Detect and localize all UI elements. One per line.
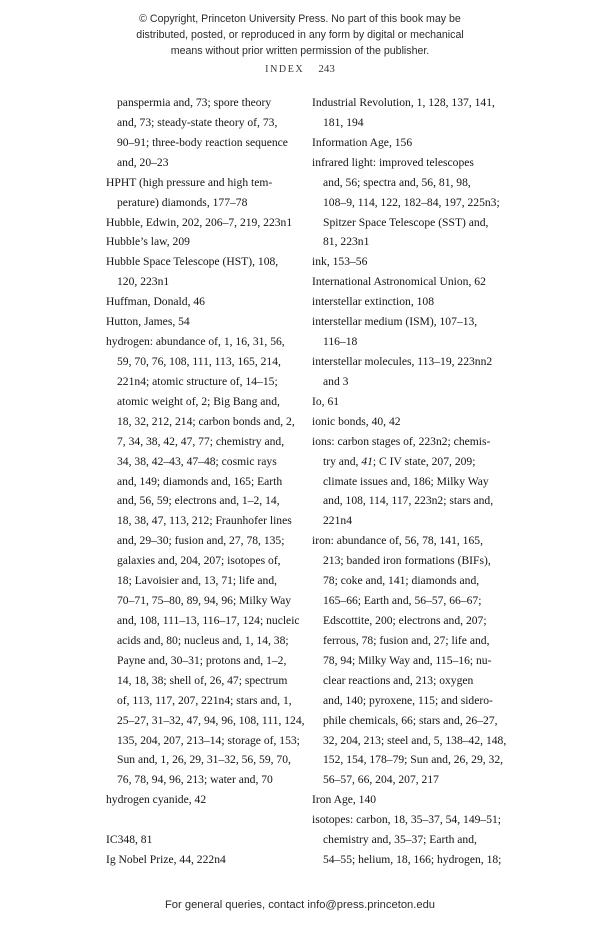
index-line: and, 140; pyroxene, 115; and sidero- (323, 693, 493, 707)
running-head (0, 63, 600, 75)
index-line: atomic weight of, 2; Big Bang and, (117, 394, 280, 408)
index-line: 90–91; three-body reaction sequence (117, 135, 288, 149)
index-line: 108–9, 114, 122, 182–84, 197, 225n3; (323, 195, 500, 209)
footer-general-queries: For general queries, contact info@press.princeton.edu (164, 899, 436, 911)
entry-hubble-edwin (106, 213, 306, 233)
entry-ig-nobel-prize (106, 850, 306, 870)
entry-ionic-bonds (312, 412, 512, 432)
entry-panspermia-continuation (106, 93, 306, 173)
index-line: isotopes: carbon, 18, 35–37, 54, 149–51; (312, 813, 502, 827)
index-line: 32, 204, 213; steel and, 5, 138–42, 148, (323, 733, 507, 747)
index-line: and, 108, 114, 117, 223n2; stars and, (323, 494, 494, 508)
index-line: 120, 223n1 (117, 275, 170, 289)
index-line: and, 56; spectra and, 56, 81, 98, (323, 175, 471, 189)
entry-io (312, 392, 512, 412)
index-line: International Astronomical Union, 62 (312, 275, 486, 289)
index-line: clear reactions and, 213; oxygen (323, 673, 474, 687)
index-line: Huffman, Donald, 46 (106, 295, 205, 309)
index-line: Ig Nobel Prize, 44, 222n4 (106, 853, 226, 867)
index-line: ions: carbon stages of, 223n2; chemis- (312, 434, 491, 448)
index-line: 25–27, 31–32, 47, 94, 96, 108, 111, 124, (117, 713, 305, 727)
index-line: perature) diamonds, 177–78 (117, 195, 248, 209)
running-head-label: INDEX (265, 64, 305, 75)
entry-ic348 (106, 830, 306, 850)
index-line: acids and, 80; nucleus and, 1, 14, 38; (117, 633, 289, 647)
index-line: 18, 38, 47, 113, 212; Fraunhofer lines (117, 514, 292, 528)
index-body (0, 93, 600, 867)
index-line: Hubble’s law, 209 (106, 235, 190, 249)
index-line: iron: abundance of, 56, 78, 141, 165, (312, 534, 483, 548)
index-line: chemistry and, 35–37; Earth and, (323, 833, 477, 847)
index-line: HPHT (high pressure and high tem- (106, 175, 273, 189)
index-line: 135, 204, 207, 213–14; storage of, 153; (117, 733, 300, 747)
index-line: Hutton, James, 54 (106, 315, 190, 329)
entry-industrial-revolution (312, 93, 512, 133)
index-line: galaxies and, 204, 207; isotopes of, (117, 554, 281, 568)
entry-interstellar-extinction (312, 292, 512, 312)
index-line: IC348, 81 (106, 833, 153, 847)
entry-interstellar-medium (312, 312, 512, 352)
index-line: Edscottite, 200; electrons and, 207; (323, 613, 487, 627)
entry-isotopes (312, 810, 512, 870)
entry-hydrogen-cyanide (106, 790, 306, 810)
index-line: and, 149; diamonds and, 165; Earth (117, 474, 283, 488)
copyright-line-3: means without prior written permission of the publisher. (170, 45, 430, 58)
index-line: 56–57, 66, 204, 207, 217 (323, 773, 439, 787)
index-line: 221n4 (323, 514, 352, 528)
index-column-left (106, 93, 306, 870)
index-line: hydrogen cyanide, 42 (106, 793, 207, 807)
index-line: phile chemicals, 66; stars and, 26–27, (323, 713, 498, 727)
index-line: climate issues and, 186; Milky Way (323, 474, 489, 488)
index-line: Iron Age, 140 (312, 793, 377, 807)
index-line: 76, 78, 94, 96, 213; water and, 70 (117, 773, 273, 787)
entry-iron (312, 531, 512, 790)
index-line: 78; coke and, 141; diamonds and, (323, 574, 480, 588)
copyright-line-1: © Copyright, Princeton University Press. No part of this book may be (139, 13, 461, 25)
index-line: Hubble Space Telescope (HST), 108, (106, 255, 279, 269)
index-line: interstellar molecules, 113–19, 223nn2 (312, 354, 493, 368)
index-line: Sun and, 1, 26, 29, 31–32, 56, 59, 70, (117, 753, 291, 767)
copyright-notice (86, 11, 514, 60)
index-line: Io, 61 (312, 394, 340, 408)
index-line: 165–66; Earth and, 56–57, 66–67; (323, 594, 482, 608)
entry-interstellar-molecules (312, 352, 512, 392)
entry-iron-age (312, 790, 512, 810)
page-number: 243 (318, 63, 335, 75)
entry-hubble-space-telescope (106, 252, 306, 292)
index-line: ionic bonds, 40, 42 (312, 414, 401, 428)
index-line: 34, 38, 42–43, 47–48; cosmic rays (117, 454, 277, 468)
index-line: and, 108, 111–13, 116–17, 124; nucleic (117, 613, 300, 627)
index-line: Payne and, 30–31; protons and, 1–2, (117, 653, 287, 667)
index-line: interstellar extinction, 108 (312, 295, 435, 309)
index-line: interstellar medium (ISM), 107–13, (312, 315, 478, 329)
index-line: Hubble, Edwin, 202, 206–7, 219, 223n1 (106, 215, 293, 229)
index-line: 152, 154, 178–79; Sun and, 26, 29, 32, (323, 753, 504, 767)
index-line: infrared light: improved telescopes (312, 155, 474, 169)
entry-ink (312, 252, 512, 272)
index-line: Information Age, 156 (312, 135, 413, 149)
index-line: hydrogen: abundance of, 1, 16, 31, 56, (106, 335, 285, 349)
entry-ions (312, 432, 512, 532)
index-line: and, 20–23 (117, 155, 169, 169)
entry-hutton-james (106, 312, 306, 332)
entry-huffman-donald (106, 292, 306, 312)
index-line: 18, 32, 212, 214; carbon bonds and, 2, (117, 414, 295, 428)
index-line: of, 113, 117, 207, 221n4; stars and, 1, (117, 693, 292, 707)
index-line: 181, 194 (323, 115, 364, 129)
index-line: ink, 153–56 (312, 255, 368, 269)
copyright-line-2: distributed, posted, or reproduced in any form by digital or mechanical (136, 29, 464, 42)
index-line: 70–71, 75–80, 89, 94, 96; Milky Way (117, 594, 292, 608)
index-line: and 3 (323, 374, 349, 388)
index-line: Industrial Revolution, 1, 128, 137, 141, (312, 96, 495, 109)
entry-hubbles-law (106, 232, 306, 252)
index-line: and, 29–30; fusion and, 27, 78, 135; (117, 534, 285, 548)
index-line: 54–55; helium, 18, 166; hydrogen, 18; (323, 853, 502, 867)
index-line: 81, 223n1 (323, 235, 370, 249)
index-line: and, 56, 59; electrons and, 1–2, 14, (117, 494, 280, 508)
index-line: 213; banded iron formations (BIFs), (323, 554, 491, 568)
entry-hpht (106, 173, 306, 213)
index-line: 14, 18, 38; shell of, 26, 47; spectrum (117, 673, 288, 687)
entry-hydrogen (106, 332, 306, 790)
entry-international-astronomical-union (312, 272, 512, 292)
index-line: 78, 94; Milky Way and, 115–16; nu- (323, 653, 492, 667)
index-line: ferrous, 78; fusion and, 27; life and, (323, 633, 490, 647)
index-line: Spitzer Space Telescope (SST) and, (323, 215, 489, 229)
index-line: 59, 70, 76, 108, 111, 113, 165, 214, (117, 354, 281, 368)
entry-infrared-light (312, 153, 512, 253)
index-line: and, 73; steady-state theory of, 73, (117, 115, 278, 129)
index-line: panspermia and, 73; spore theory (117, 96, 272, 109)
index-line: 18; Lavoisier and, 13, 71; life and, (117, 574, 278, 588)
index-line: try and, 41; C IV state, 207, 209; (323, 454, 476, 468)
index-line: 221n4; atomic structure of, 14–15; (117, 374, 278, 388)
index-line: 116–18 (323, 335, 358, 349)
index-line: 7, 34, 38, 42, 47, 77; chemistry and, (117, 434, 285, 448)
index-column-right (312, 93, 512, 870)
entry-information-age (312, 133, 512, 153)
